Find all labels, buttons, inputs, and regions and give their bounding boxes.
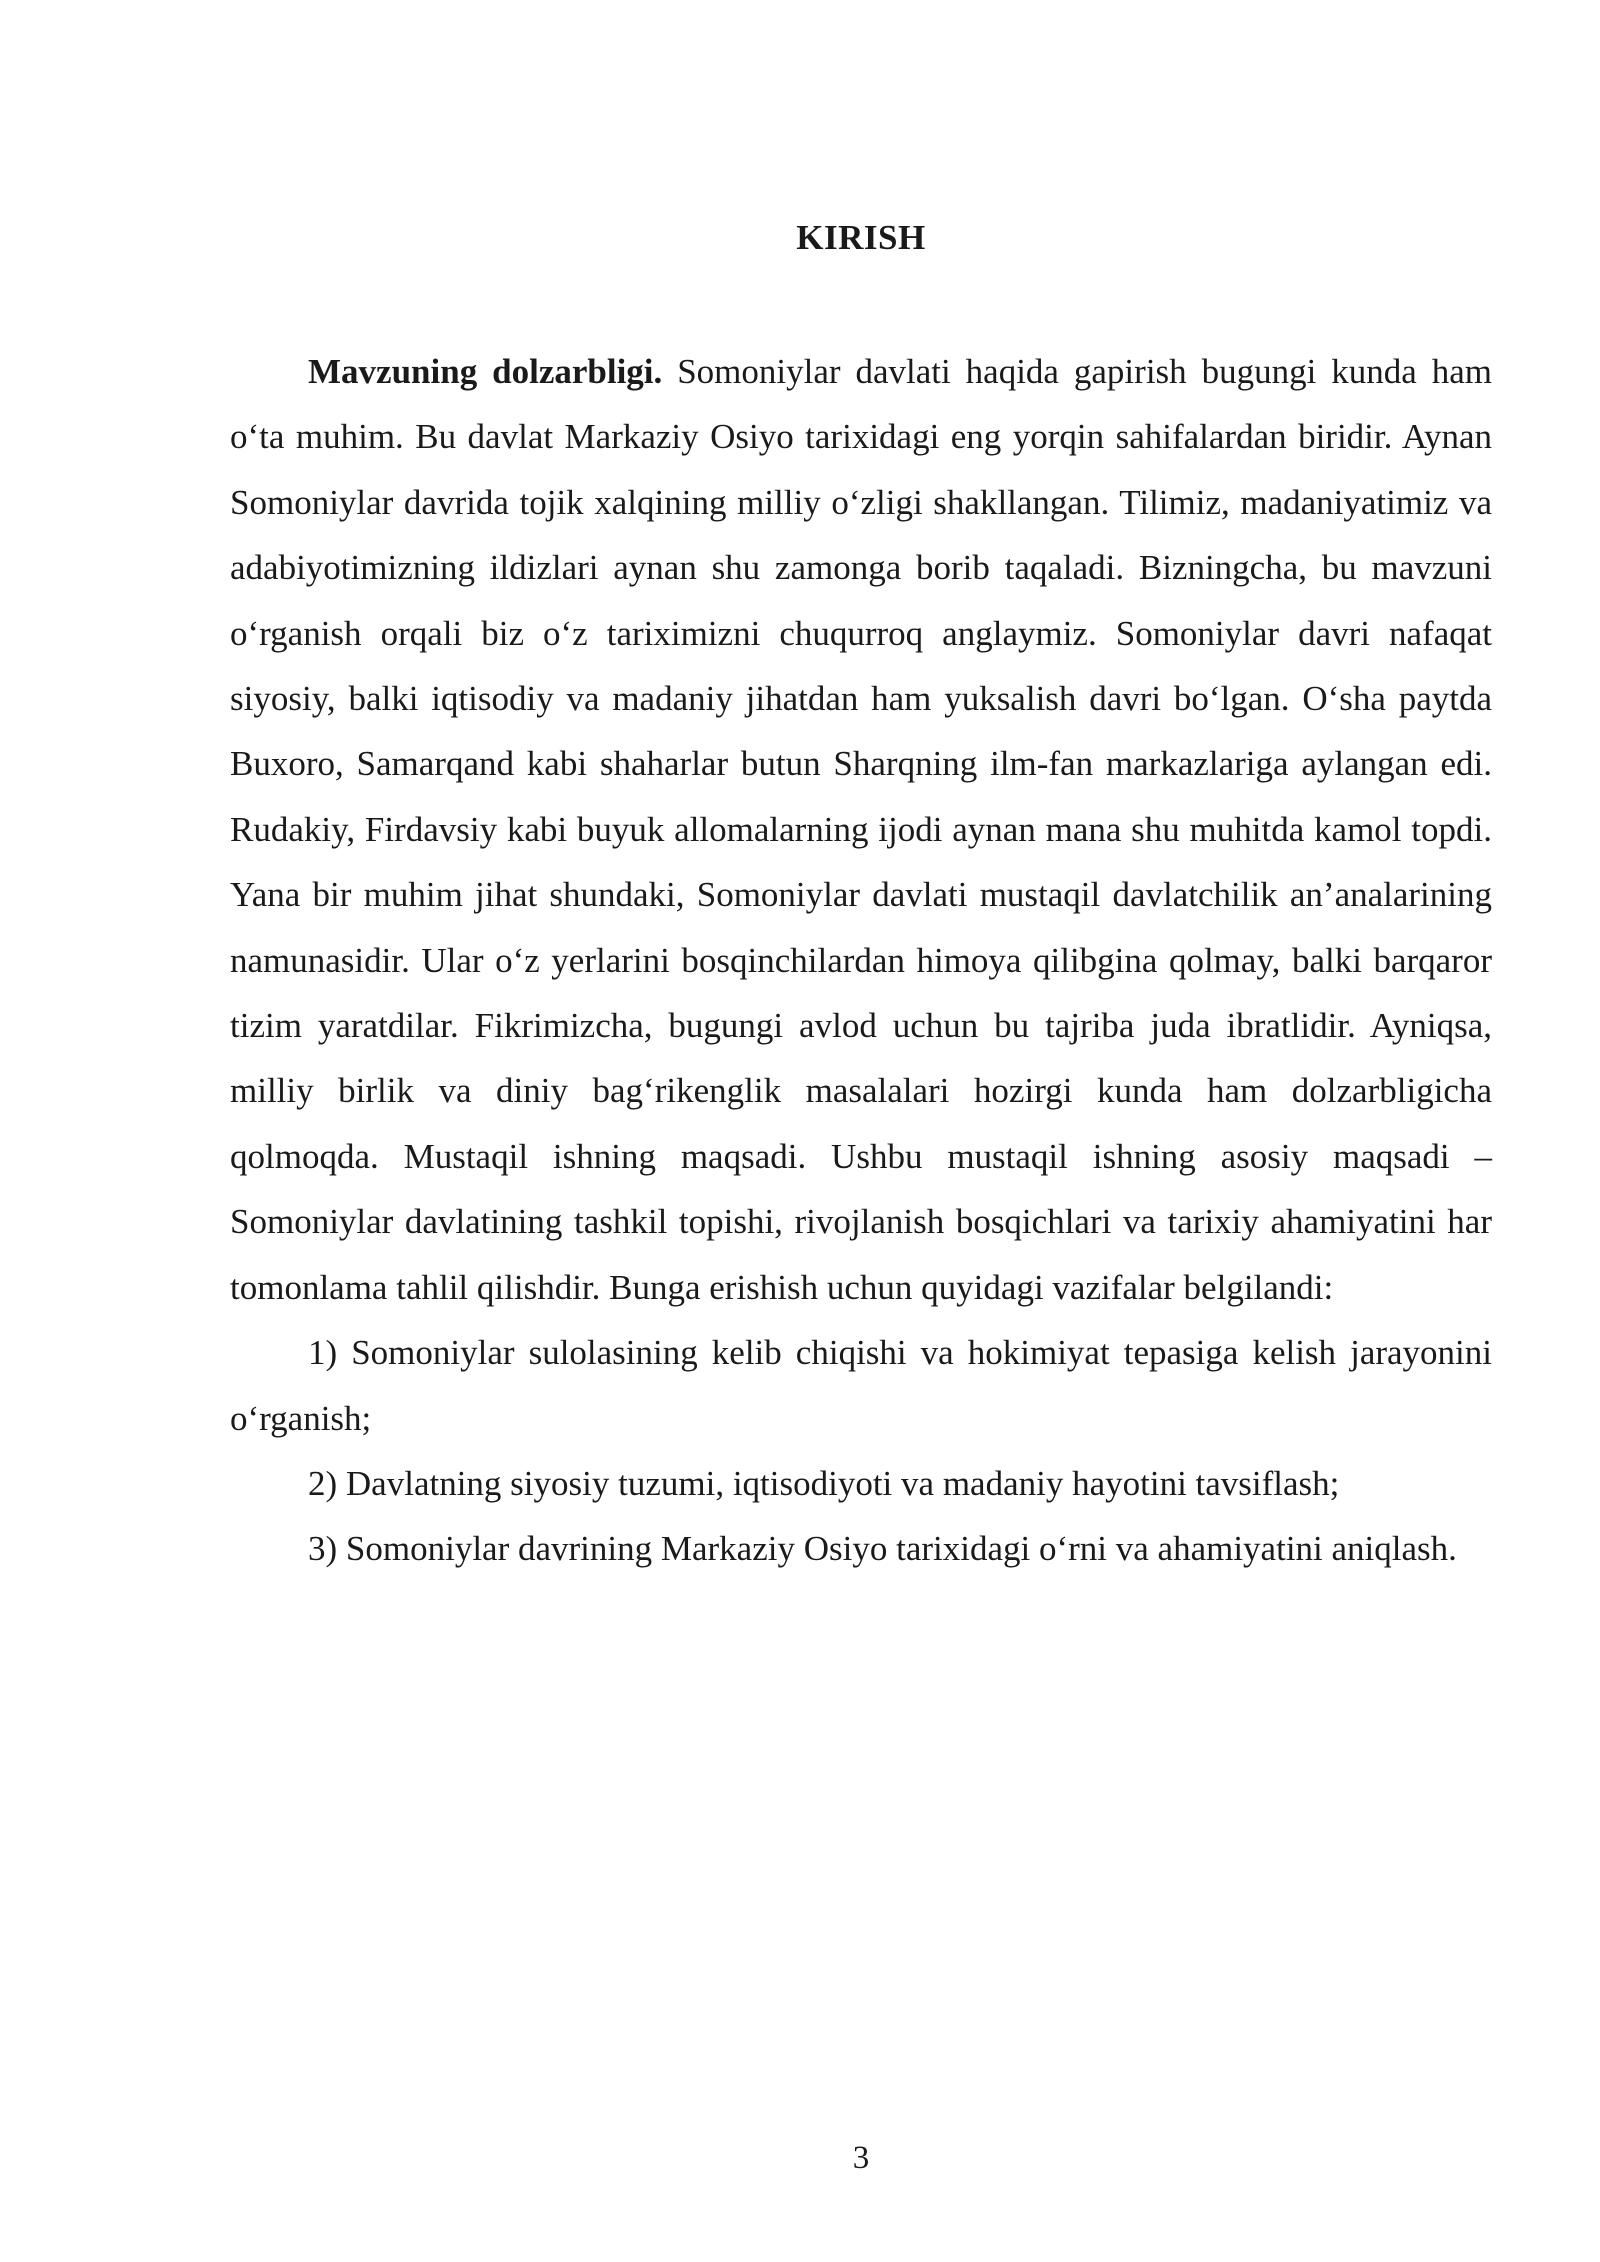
paragraph-lead: Mavzuning dolzarbligi. bbox=[308, 352, 663, 391]
section-heading: KIRISH bbox=[796, 218, 926, 257]
paragraph-text: Somoniylar davlati haqida gapirish bugungi kunda ham o‘ta muhim. Bu davlat Markaziy Osiyo tarixidagi eng yorqin sahifalardan biridir. Aynan Somoniylar davrida tojik xalqining milliy o‘zligi shakllangan. Tilimiz, madaniyatimiz va adabiyotimizning ildizlari aynan shu zamonga borib taqaladi. Bizningcha, bu mavzuni o‘rganish orqali biz o‘z tariximizni chuqurroq anglaymiz. Somoniylar davri nafaqat siyosiy, balki iqtisodiy va madaniy jihatdan ham yuksalish davri bo‘lgan. O‘sha paytda Buxoro, Samarqand kabi shaharlar butun Sharqning ilm-fan markazlariga aylangan edi. Rudakiy, Firdavsiy kabi buyuk allomalarning ijodi aynan mana shu muhitda kamol topdi. Yana bir muhim jihat shundaki, Somoniylar davlati mustaqil davlatchilik an’analarining namunasidir. Ular o‘z yerlarini bosqinchilardan himoya qilibgina qolmay, balki barqaror tizim yaratdilar. Fikrimizcha, bugungi avlod uchun bu tajriba juda ibratlidir. Ayniqsa, milliy birlik va diniy bag‘rikenglik masalalari hozirgi kunda ham dolzarbligicha qolmoqda. Mustaqil ishning maqsadi. Ushbu mustaqil ishning asosiy maqsadi – Somoniylar davlatining tashkil topishi, rivojlanish bosqichlari va tarixiy ahamiyatini har tomonlama tahlil qilishdir. Bunga erishish uchun quyidagi vazifalar belgilandi: bbox=[230, 352, 1492, 1307]
document-page bbox=[230, 0, 1492, 2262]
task-item-1: 1) Somoniylar sulolasining kelib chiqishi va hokimiyat tepasiga kelish jarayonini o‘rganish; bbox=[230, 1333, 1492, 1438]
intro-paragraph bbox=[230, 339, 1492, 1320]
task-item-2: 2) Davlatning siyosiy tuzumi, iqtisodiyoti va madaniy hayotini tavsiflash; bbox=[308, 1463, 1340, 1503]
task-item-3: 3) Somoniylar davrining Markaziy Osiyo tarixidagi o‘rni va ahamiyatini aniqlash. bbox=[308, 1529, 1457, 1569]
body-text bbox=[230, 339, 1492, 1582]
page-number: 3 bbox=[852, 2140, 870, 2176]
